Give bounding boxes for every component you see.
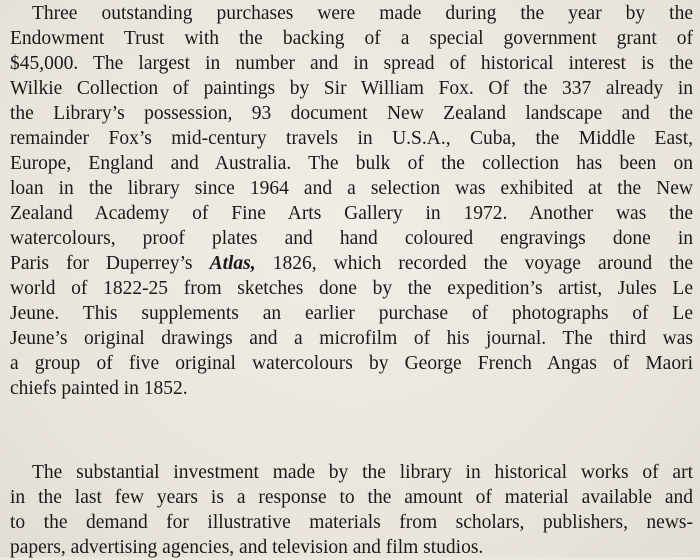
text-line: papers, advertising agencies, and television and film studios.	[10, 537, 484, 558]
text-line: world of 1822-25 from sketches done by the expedition’s artist, Jules Le	[10, 278, 693, 299]
paragraph-purchases	[10, 1, 693, 401]
text-line	[10, 251, 693, 276]
text-line: a group of five original watercolours by George French Angas of Maori	[10, 353, 693, 374]
text-line: Three outstanding purchases were made during the year by the	[32, 3, 693, 24]
text-line: The substantial investment made by the library in historical works of art	[32, 462, 693, 483]
text-line: Endowment Trust with the backing of a special government grant of	[10, 28, 693, 49]
atlas-title: Atlas,	[209, 253, 256, 274]
text-line: Zealand Academy of Fine Arts Gallery in 1972. Another was the	[10, 203, 693, 224]
text-fragment: 1826, which recorded the voyage around the	[255, 253, 693, 274]
text-line: watercolours, proof plates and hand coloured engravings done in	[10, 228, 693, 249]
text-line: loan in the library since 1964 and a selection was exhibited at the New	[10, 178, 693, 199]
text-line: $45,000. The largest in number and in spread of historical interest is the	[10, 53, 693, 74]
text-line: remainder Fox’s mid-century travels in U.S.A., Cuba, the Middle East,	[10, 128, 693, 149]
text-fragment: Paris for Duperrey’s	[10, 253, 210, 274]
text-line: Jeune’s original drawings and a microfilm of his journal. The third was	[10, 328, 693, 349]
paragraph-investment	[10, 460, 693, 560]
text-line: to the demand for illustrative materials from scholars, publishers, news-	[10, 512, 693, 533]
text-line: the Library’s possession, 93 document New Zealand landscape and the	[10, 103, 693, 124]
text-line: Wilkie Collection of paintings by Sir William Fox. Of the 337 already in	[10, 78, 693, 99]
text-line: Europe, England and Australia. The bulk of the collection has been on	[10, 153, 693, 174]
text-line: Jeune. This supplements an earlier purchase of photographs of Le	[10, 303, 693, 324]
text-line: in the last few years is a response to the amount of material available and	[10, 487, 693, 508]
text-line: chiefs painted in 1852.	[10, 378, 188, 399]
